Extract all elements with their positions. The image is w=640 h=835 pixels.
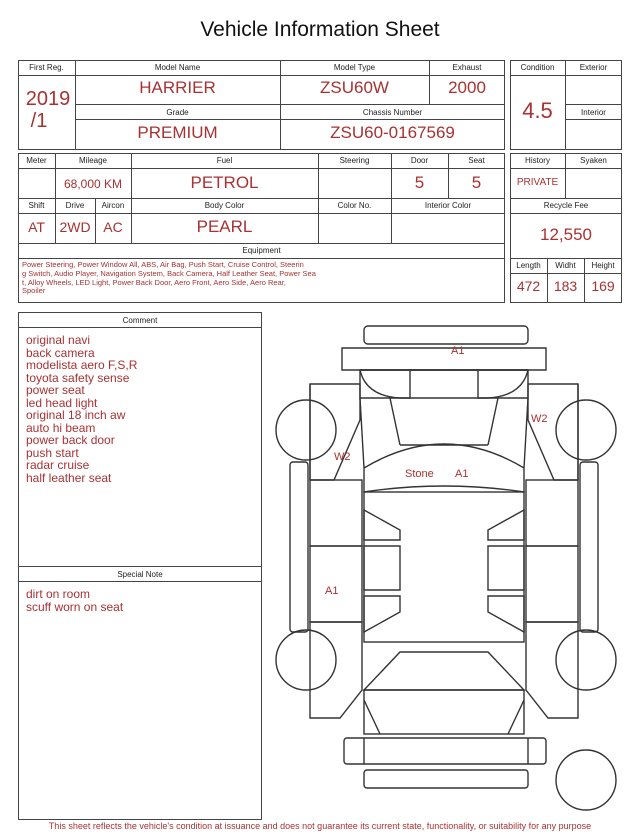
comment-line: auto hi beam xyxy=(26,420,96,435)
comment-line: led head light xyxy=(26,395,98,410)
height-label: Height xyxy=(591,261,615,270)
first-reg-label: First Reg. xyxy=(29,63,64,72)
aircon-label: Aircon xyxy=(101,201,125,210)
comment-line: toyota safety sense xyxy=(26,370,130,385)
front-bumper xyxy=(364,326,528,344)
left-rear-wheel xyxy=(276,630,336,690)
height-value: 169 xyxy=(591,278,615,294)
comment-line: original navi xyxy=(26,333,91,347)
grade-value: PREMIUM xyxy=(137,123,218,142)
exhaust-value: 2000 xyxy=(448,78,486,97)
damage-left-rear-door: A1 xyxy=(325,585,339,597)
color-no-label: Color No. xyxy=(337,201,372,210)
body-color-value: PEARL xyxy=(196,217,253,236)
left-rear-quarter xyxy=(310,622,362,718)
model-name-value: HARRIER xyxy=(139,78,216,97)
interior-label: Interior xyxy=(581,108,606,117)
damage-windshield-code: A1 xyxy=(455,468,469,480)
right-rear-quarter xyxy=(526,622,578,718)
roof xyxy=(364,492,524,642)
comment-line: modelista aero F,S,R xyxy=(26,358,138,372)
recycle-fee-label: Recycle Fee xyxy=(543,201,589,210)
right-front-fender xyxy=(528,384,578,480)
exterior-label: Exterior xyxy=(579,63,608,72)
left-front-wheel xyxy=(276,400,336,460)
model-type-value: ZSU60W xyxy=(320,78,389,97)
recycle-fee-value: 12,550 xyxy=(540,225,592,244)
special-note-line: dirt on room xyxy=(26,587,91,601)
comment-line: half leather seat xyxy=(26,470,112,485)
equipment-list xyxy=(22,261,502,296)
body-color-label: Body Color xyxy=(204,201,245,210)
spare-wheel xyxy=(556,750,616,810)
seat-label: Seat xyxy=(468,156,485,165)
right-rear-wheel xyxy=(556,630,616,690)
special-note-list xyxy=(26,588,123,613)
exhaust-label: Exhaust xyxy=(452,63,482,72)
steering-label: Steering xyxy=(339,156,370,165)
rear-window xyxy=(364,652,524,690)
equipment-line: Spoiler xyxy=(22,286,46,296)
meter-label: Meter xyxy=(26,156,47,165)
door-label: Door xyxy=(410,156,429,165)
comment-line: power back door xyxy=(26,433,115,447)
page-title: Vehicle Information Sheet xyxy=(200,18,440,41)
damage-hood: A1 xyxy=(451,345,465,357)
mileage-label: Mileage xyxy=(78,156,107,165)
hood xyxy=(342,348,546,370)
history-label: History xyxy=(525,156,550,165)
first-reg-year: 2019 xyxy=(25,88,71,110)
damage-left-front-fender: W2 xyxy=(334,451,351,463)
special-note-line: scuff worn on seat xyxy=(26,599,124,614)
car-damage-diagram xyxy=(268,318,630,820)
comment-line: original 18 inch aw xyxy=(26,408,126,422)
comment-label: Comment xyxy=(122,316,158,325)
fuel-label: Fuel xyxy=(216,156,233,165)
equipment-line: Power Steering, Power Window All, ABS, Air Bag, Push Start, Cruise Control, Steerin xyxy=(22,260,304,269)
shift-value: AT xyxy=(28,219,45,235)
comment-line: push start xyxy=(26,445,79,460)
model-name-label: Model Name xyxy=(154,63,201,72)
syaken-label: Syaken xyxy=(580,156,607,165)
right-front-door xyxy=(526,480,578,546)
comment-line: back camera xyxy=(26,345,95,360)
equipment-line: g Switch, Audio Player, Navigation System, Back Camera, Half Leather Seat, Power Sea xyxy=(22,268,316,278)
left-front-door xyxy=(310,480,362,546)
disclaimer-footer: This sheet reflects the vehicle's condition at issuance and does not guarantee its current state, functionality, or suitability for any purpose xyxy=(48,821,592,831)
length-label: Length xyxy=(516,261,541,270)
width-label: Widht xyxy=(555,261,576,270)
width-value: 183 xyxy=(553,278,578,294)
chassis-number-value: ZSU60-0167569 xyxy=(330,123,455,142)
grade-label: Grade xyxy=(166,108,189,117)
fuel-value: PETROL xyxy=(190,173,259,192)
rear-bumper xyxy=(344,738,546,764)
comment-line: power seat xyxy=(26,383,85,397)
history-value: PRIVATE xyxy=(516,177,559,188)
right-front-wheel xyxy=(556,400,616,460)
back-door xyxy=(364,690,524,734)
first-reg-month: /1 xyxy=(30,110,48,132)
drive-value: 2WD xyxy=(59,219,91,235)
equipment-line: t, Alloy Wheels, LED Light, Power Back Door, Aero Front, Aero Side, Aero Rear, xyxy=(22,277,286,287)
right-rear-door xyxy=(526,546,578,622)
left-rear-door xyxy=(310,546,362,622)
condition-label: Condition xyxy=(520,63,555,72)
shift-label: Shift xyxy=(28,201,45,210)
door-value: 5 xyxy=(414,173,425,192)
model-type-label: Model Type xyxy=(333,63,376,72)
interior-color-label: Interior Color xyxy=(424,201,472,210)
damage-right-front-fender: W2 xyxy=(531,413,548,425)
comment-list xyxy=(26,334,137,484)
aircon-value: AC xyxy=(103,219,123,235)
condition-value: 4.5 xyxy=(522,98,553,123)
seat-value: 5 xyxy=(471,173,482,192)
length-value: 472 xyxy=(516,278,541,294)
damage-windshield-label: Stone xyxy=(405,468,434,480)
comment-line: radar cruise xyxy=(26,458,90,472)
equipment-label: Equipment xyxy=(242,246,281,255)
chassis-number-label: Chassis Number xyxy=(362,108,423,117)
mileage-value: 68,000 KM xyxy=(63,177,123,191)
left-front-fender xyxy=(310,384,360,480)
windshield xyxy=(364,444,524,492)
special-note-label: Special Note xyxy=(117,570,163,579)
drive-label: Drive xyxy=(65,201,85,210)
